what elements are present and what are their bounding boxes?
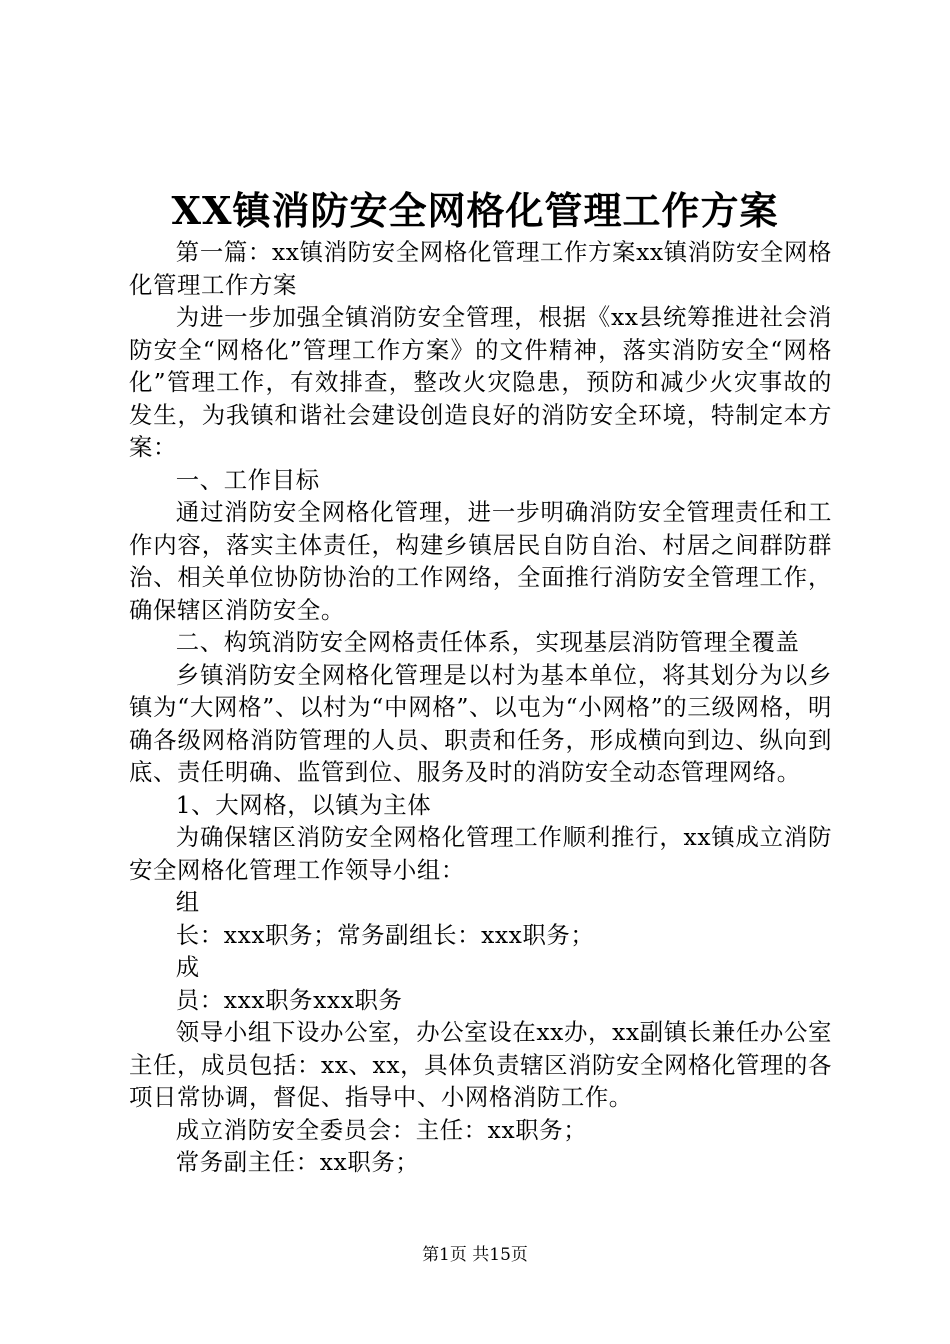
document-title: XX镇消防安全网格化管理工作方案	[171, 188, 779, 233]
section-heading: 一、工作目标	[175, 465, 320, 494]
paragraph: 组	[175, 888, 200, 916]
paragraph: 长：xxx职务；常务副组长：xxx职务；	[175, 920, 595, 949]
paragraph: 为确保辖区消防安全网格化管理工作顺利推行，xx镇成立消防安全网格化管理工作领导小组：	[129, 823, 832, 884]
paragraph: 乡镇消防安全网格化管理是以村为基本单位，将其划分为以乡镇为“大网格”、以村为“中网格”、以屯为“小网格”的三级网格，明确各级网格消防管理的人员、职责和任务，形成横向到边、纵向到底、责任明确、监管到位、服务及时的消防安全动态管理网络。	[129, 660, 832, 786]
paragraph: 成立消防安全委员会：主任：xx职务；	[175, 1115, 588, 1144]
paragraph: 通过消防安全网格化管理，进一步明确消防安全管理责任和工作内容，落实主体责任，构建乡镇居民自防自治、村居之间群防群治、相关单位协防协治的工作网络，全面推行消防安全管理工作，确保辖区消防安全。	[129, 498, 832, 624]
paragraph: 第一篇：xx镇消防安全网格化管理工作方案xx镇消防安全网格化管理工作方案	[129, 238, 832, 299]
document-body	[129, 236, 832, 1179]
paragraph: 领导小组下设办公室，办公室设在xx办，xx副镇长兼任办公室主任，成员包括：xx、xx，具体负责辖区消防安全网格化管理的各项日常协调，督促、指导中、小网格消防工作。	[129, 1018, 832, 1111]
paragraph: 员：xxx职务xxx职务	[175, 985, 403, 1014]
page-number: 第1页 共15页	[422, 1245, 528, 1265]
subsection-heading: 1、大网格，以镇为主体	[175, 790, 432, 819]
paragraph: 为进一步加强全镇消防安全管理，根据《xx县统筹推进社会消防安全“网格化”管理工作方案》的文件精神，落实消防安全“网格化”管理工作，有效排查，整改火灾隐患，预防和减少火灾事故的发生，为我镇和谐社会建设创造良好的消防安全环境，特制定本方案：	[129, 303, 832, 461]
paragraph: 成	[175, 953, 200, 981]
paragraph: 常务副主任：xx职务；	[175, 1148, 420, 1176]
section-heading: 二、构筑消防安全网格责任体系，实现基层消防管理全覆盖	[175, 628, 800, 656]
